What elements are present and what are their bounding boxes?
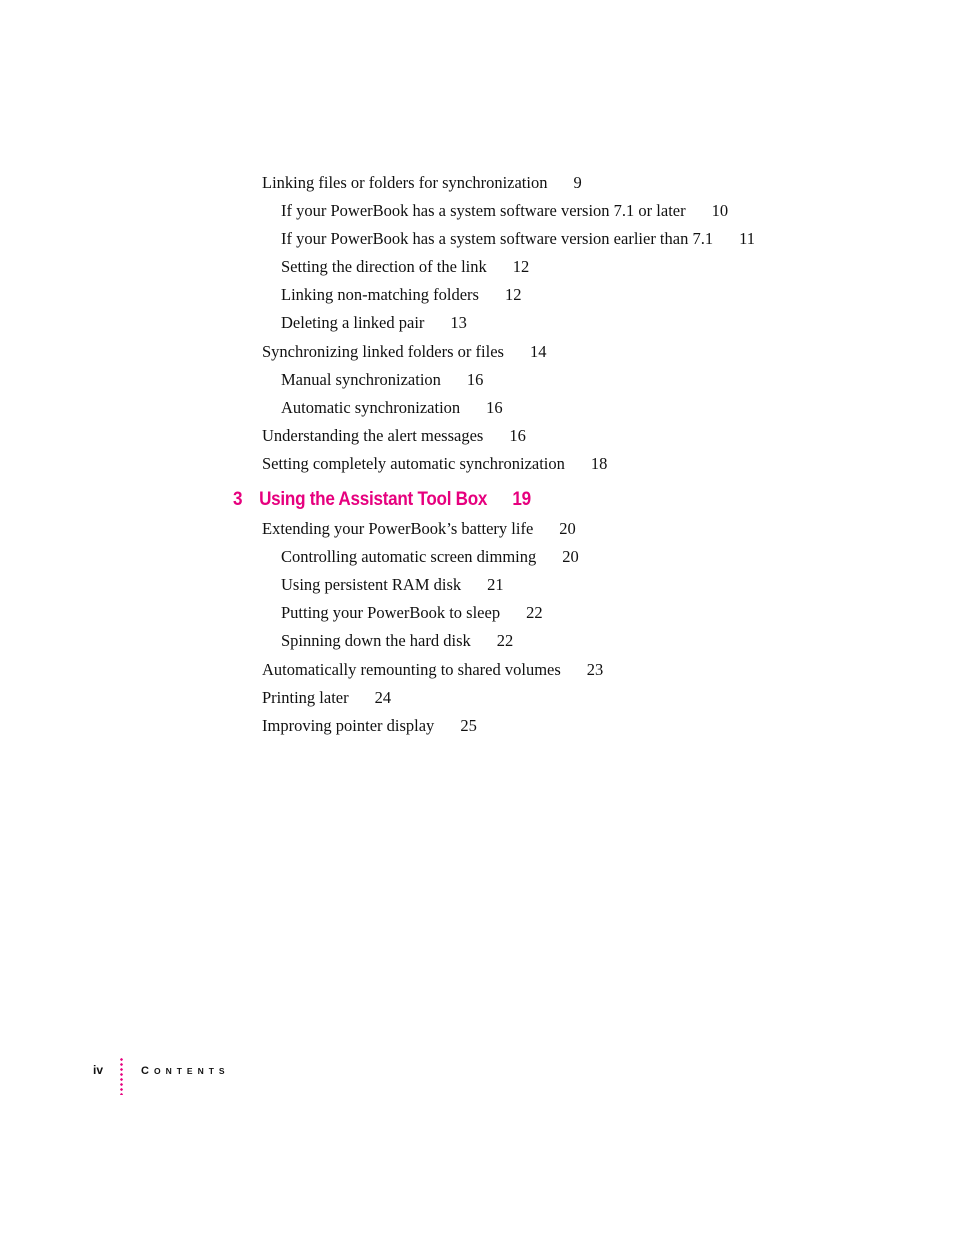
toc-subentry — [281, 285, 521, 305]
footer-page-number: iv — [93, 1063, 104, 1077]
footer-section-initial: C — [141, 1065, 154, 1077]
toc-subentry — [281, 370, 483, 390]
chapter-number: 3 — [233, 489, 243, 510]
toc-entry-page: 22 — [526, 603, 543, 622]
toc-entry-title: Printing later — [262, 688, 349, 707]
toc-entry-title: Controlling automatic screen dimming — [281, 547, 537, 566]
toc-entry-page: 12 — [512, 257, 530, 276]
toc-entry-page: 12 — [504, 285, 522, 304]
toc-entry-title: Extending your PowerBook’s battery life — [262, 519, 534, 538]
toc-entry-page: 21 — [487, 575, 504, 594]
toc-entry-page: 20 — [559, 519, 576, 538]
toc-subentry — [281, 201, 728, 221]
toc-entry-page: 16 — [509, 426, 526, 445]
chapter-page: 19 — [512, 489, 531, 510]
toc-entry-page: 16 — [466, 370, 484, 389]
toc-entry-title: Setting completely automatic synchronization — [262, 454, 565, 473]
toc-entry-page: 9 — [573, 173, 582, 192]
toc-entry-title: Improving pointer display — [262, 716, 435, 735]
toc-entry-title: Automatically remounting to shared volumes — [262, 660, 561, 679]
toc-entry-title: Using persistent RAM disk — [281, 575, 462, 594]
toc-entry-title: Linking non-matching folders — [281, 285, 479, 304]
footer-section-name — [141, 1065, 230, 1077]
toc-entry-title: Linking files or folders for synchronization — [262, 173, 548, 192]
toc-entry-page: 14 — [529, 342, 547, 361]
toc-subentry — [281, 547, 579, 567]
toc-entry — [262, 173, 582, 193]
footer-section-rest: ONTENTS — [153, 1066, 230, 1076]
toc-entry-title: Synchronizing linked folders or files — [262, 342, 504, 361]
toc-entry-page: 25 — [460, 716, 477, 735]
toc-entry-title: Manual synchronization — [281, 370, 441, 389]
toc-entry-title: If your PowerBook has a system software version earlier than 7.1 — [281, 229, 714, 248]
toc-subentry — [281, 575, 504, 595]
toc-subentry — [281, 229, 755, 249]
toc-entry-page: 16 — [486, 398, 503, 417]
footer-dotted-rule — [120, 1057, 123, 1095]
toc-entry-title: Deleting a linked pair — [281, 313, 425, 332]
toc-entry — [262, 688, 391, 708]
toc-subentry — [281, 257, 529, 277]
toc-entry-page: 22 — [496, 631, 514, 650]
toc-entry — [262, 342, 546, 362]
toc-entry-page: 13 — [450, 313, 467, 332]
chapter-heading — [233, 489, 531, 511]
toc-entry-page: 23 — [586, 660, 604, 679]
toc-entry-title: If your PowerBook has a system software version 7.1 or later — [281, 201, 686, 220]
toc-entry-title: Spinning down the hard disk — [281, 631, 471, 650]
toc-entry-page: 24 — [374, 688, 392, 707]
toc-entry-page: 20 — [562, 547, 579, 566]
toc-subentry — [281, 603, 543, 623]
toc-subentry — [281, 631, 513, 651]
toc-entry — [262, 454, 607, 474]
toc-entry-title: Understanding the alert messages — [262, 426, 484, 445]
toc-entry-page: 11 — [739, 229, 755, 248]
toc-entry — [262, 426, 526, 446]
toc-entry-title: Putting your PowerBook to sleep — [281, 603, 501, 622]
toc-entry — [262, 716, 477, 736]
chapter-title: Using the Assistant Tool Box — [259, 489, 488, 510]
toc-subentry — [281, 313, 467, 333]
toc-entry-page: 18 — [590, 454, 608, 473]
toc-entry — [262, 660, 603, 680]
toc-subentry — [281, 398, 503, 418]
toc-entry-title: Automatic synchronization — [281, 398, 461, 417]
toc-entry-page: 10 — [711, 201, 729, 220]
toc-entry-title: Setting the direction of the link — [281, 257, 487, 276]
toc-entry — [262, 519, 576, 539]
